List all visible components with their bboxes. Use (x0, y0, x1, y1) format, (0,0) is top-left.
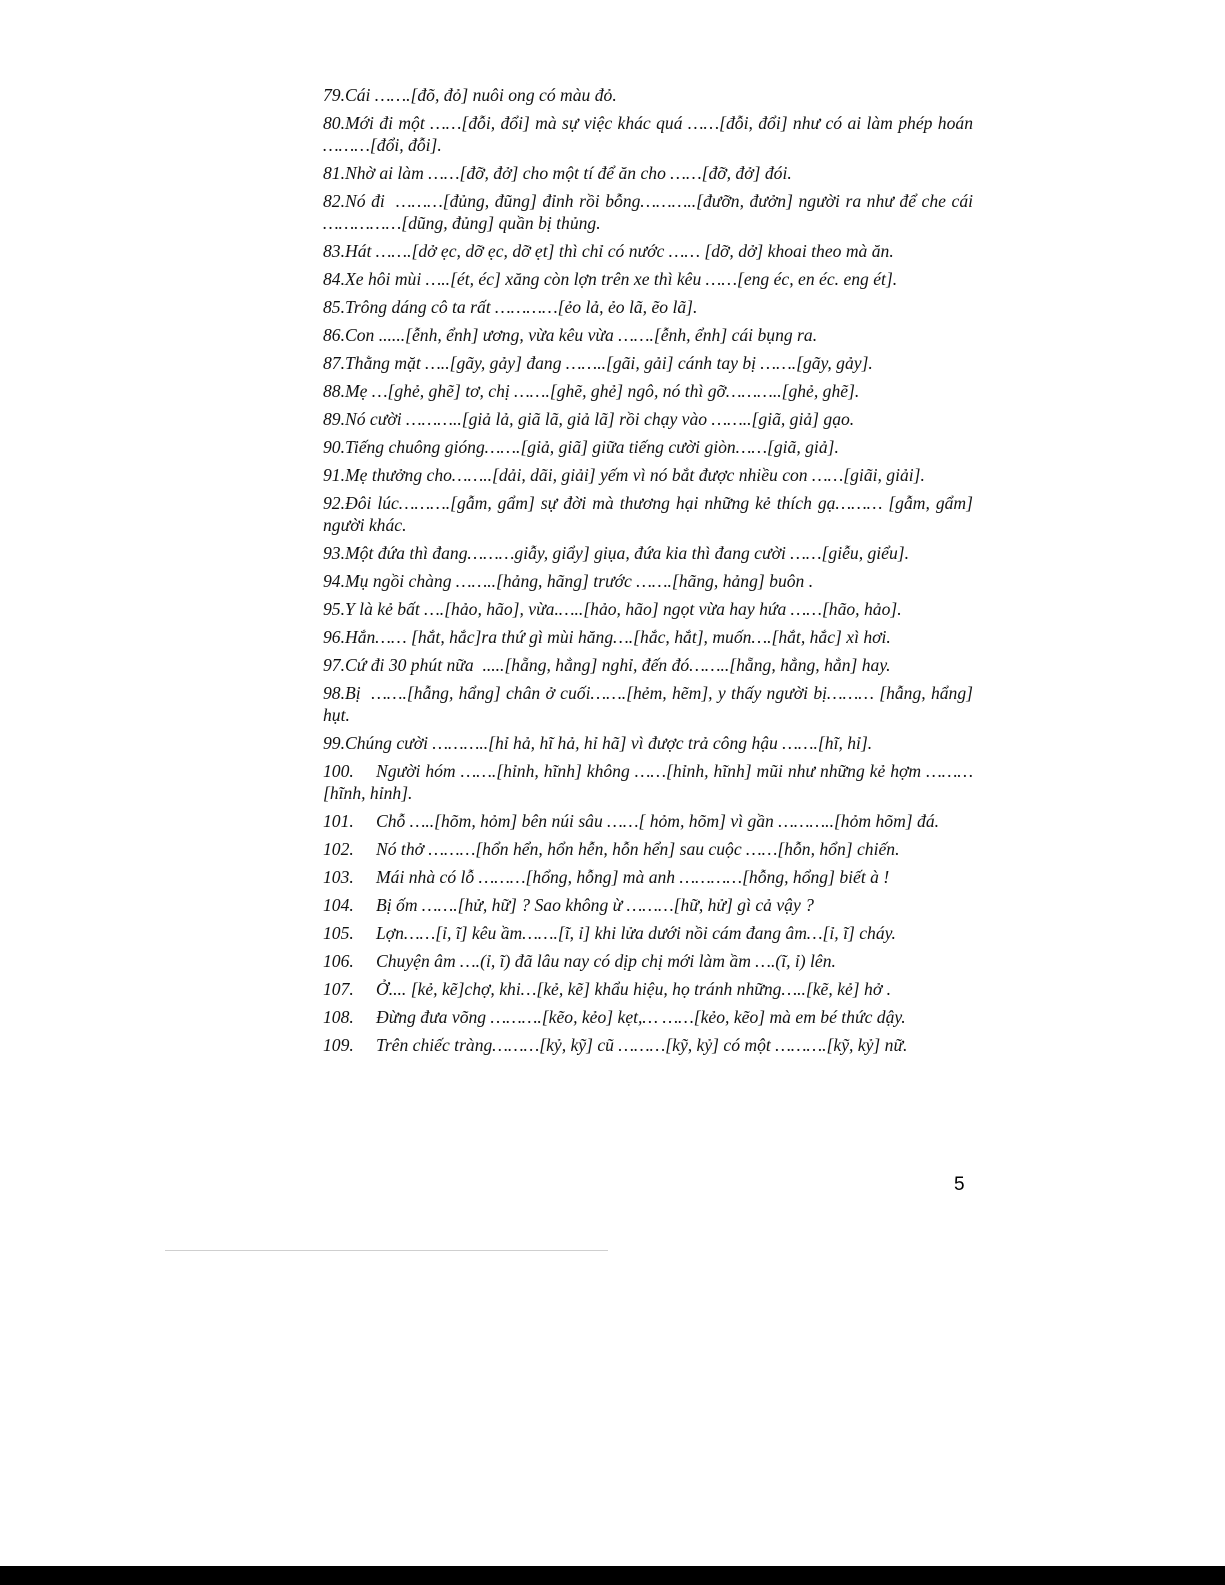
item-number: 85. (323, 297, 345, 317)
item-number: 109. (323, 1035, 354, 1055)
item-number: 96. (323, 627, 345, 647)
item-number: 90. (323, 437, 345, 457)
item-text: Mẹ thưởng cho……..[dải, dãi, giải] yếm vì nó bắt được nhiều con ……[giãi, giải]. (345, 465, 925, 485)
item-text: Chuyện âm ….(ỉ, ĩ) đã lâu nay có dịp chị mới làm ầm ….(ĩ, ỉ) lên. (376, 951, 836, 971)
item-text: Xe hôi mùi …..[ét, éc] xăng còn lợn trên xe thì kêu ……[eng éc, en éc. eng ét]. (345, 269, 898, 289)
item-text: Cái …….[đõ, đỏ] nuôi ong có màu đỏ. (345, 85, 617, 105)
item-text: Chỗ …..[hõm, hỏm] bên núi sâu ……[ hỏm, hõm] vì gần ………..[hỏm hõm] đá. (376, 811, 940, 831)
page-number: 5 (954, 1174, 965, 1195)
exercise-item (323, 894, 973, 916)
item-number: 97. (323, 655, 345, 675)
item-text: Ở.... [kẻ, kẽ]chợ, khi…[kẻ, kẽ] khẩu hiệu, họ tránh những…..[kẽ, kẻ] hở . (376, 979, 892, 999)
item-text: Mụ ngồi chàng ……..[hảng, hãng] trước …….[hãng, hảng] buôn . (345, 571, 814, 591)
item-number: 80. (323, 113, 345, 133)
item-number: 82. (323, 191, 345, 211)
footnote-separator (165, 1250, 608, 1251)
exercise-item (323, 760, 973, 804)
item-number: 93. (323, 543, 345, 563)
exercise-item (323, 240, 973, 262)
exercise-item (323, 978, 973, 1000)
item-text: Cứ đi 30 phút nữa .....[hẵng, hẳng] nghỉ, đến đó……..[hẵng, hẳng, hẳn] hay. (345, 655, 891, 675)
exercise-item (323, 380, 973, 402)
exercise-item (323, 1034, 973, 1056)
item-number: 92. (323, 493, 345, 513)
item-text: Thằng mặt …..[gãy, gảy] đang ……..[gãi, gải] cánh tay bị …….[gãy, gảy]. (345, 353, 873, 373)
exercise-list (323, 84, 978, 1062)
item-number: 95. (323, 599, 345, 619)
item-text: Đôi lúc……….[gẫm, gẩm] sự đời mà thương hại những kẻ thích gạ……… [gẫm, gẩm] người khác. (323, 493, 978, 535)
exercise-item (323, 408, 973, 430)
item-number: 81. (323, 163, 345, 183)
item-number: 83. (323, 241, 345, 261)
item-number: 98. (323, 683, 345, 703)
item-number: 86. (323, 325, 345, 345)
exercise-item (323, 654, 973, 676)
item-number: 102. (323, 839, 354, 859)
exercise-item (323, 732, 973, 754)
item-text: Trên chiếc tràng………[kỷ, kỹ] cũ ………[kỹ, kỷ] có một ……….[kỹ, kỷ] nữ. (376, 1035, 908, 1055)
item-text: Chúng cười ………..[hỉ hả, hĩ hả, hỉ hã] vì được trả công hậu …….[hĩ, hỉ]. (345, 733, 873, 753)
item-text: Lợn……[ỉ, ĩ] kêu ầm…….[ĩ, ỉ] khi lửa dưới nồi cám đang âm…[ỉ, ĩ] cháy. (376, 923, 896, 943)
item-number: 100. (323, 761, 354, 781)
item-text: Mới đi một ……[đỗi, đổi] mà sự việc khác quá ……[đỗi, đổi] như có ai làm phép hoán ………[đổi, đỗi]. (323, 113, 978, 155)
item-number: 84. (323, 269, 345, 289)
item-text: Con ......[ễnh, ểnh] ương, vừa kêu vừa …….[ễnh, ểnh] cái bụng ra. (345, 325, 818, 345)
exercise-item (323, 950, 973, 972)
exercise-item (323, 598, 973, 620)
exercise-item (323, 866, 973, 888)
exercise-item (323, 542, 973, 564)
exercise-item (323, 352, 973, 374)
page-bottom-edge (0, 1566, 1225, 1585)
item-number: 79. (323, 85, 345, 105)
item-text: Mái nhà có lỗ ………[hổng, hỗng] mà anh …………[hỗng, hổng] biết à ! (376, 867, 890, 887)
item-number: 106. (323, 951, 354, 971)
item-text: Y là kẻ bất ….[hảo, hão], vừa.…..[hảo, hão] ngọt vừa hay hứa ……[hão, hảo]. (345, 599, 902, 619)
exercise-item (323, 838, 973, 860)
item-number: 87. (323, 353, 345, 373)
exercise-item (323, 162, 973, 184)
item-number: 94. (323, 571, 345, 591)
exercise-item (323, 296, 973, 318)
item-number: 104. (323, 895, 354, 915)
exercise-item (323, 112, 978, 156)
item-text: Đừng đưa võng ……….[kẽo, kẻo] kẹt,… ……[kẻo, kẽo] mà em bé thức dậy. (376, 1007, 906, 1027)
item-text: Mẹ …[ghẻ, ghẽ] tơ, chị …….[ghẽ, ghẻ] ngô, nó thì gỡ………..[ghẻ, ghẽ]. (345, 381, 860, 401)
item-text: Bị …….[hẫng, hẩng] chân ở cuối…….[hẻm, hẽm], y thấy người bị……… [hẫng, hẩng] hụt. (323, 683, 978, 725)
exercise-item (323, 682, 978, 726)
item-number: 105. (323, 923, 354, 943)
item-number: 89. (323, 409, 345, 429)
item-text: Một đứa thì đang………giẫy, giẩy] giụa, đứa kia thì đang cười ……[giễu, giểu]. (345, 543, 910, 563)
item-text: Người hóm …….[hỉnh, hĩnh] không ……[hỉnh, hĩnh] mũi như những kẻ hợm ………[hĩnh, hỉnh]. (323, 761, 973, 803)
item-number: 91. (323, 465, 345, 485)
item-number: 99. (323, 733, 345, 753)
exercise-item (323, 464, 973, 486)
item-text: Hắn…… [hắt, hắc]ra thứ gì mùi hăng….[hắc, hắt], muốn….[hắt, hắc] xì hơi. (345, 627, 891, 647)
item-text: Nhờ ai làm ……[đỡ, đở] cho một tí để ăn cho ……[đỡ, đở] đói. (345, 163, 792, 183)
item-number: 88. (323, 381, 345, 401)
item-text: Nó cười ………..[giả lả, giã lã, giả lã] rồi chạy vào ……..[giã, giả] gạo. (345, 409, 855, 429)
exercise-item (323, 268, 973, 290)
item-text: Nó thở ………[hổn hển, hổn hễn, hỗn hển] sau cuộc ……[hỗn, hổn] chiến. (376, 839, 900, 859)
exercise-item (323, 570, 973, 592)
exercise-item (323, 84, 973, 106)
item-number: 101. (323, 811, 354, 831)
item-number: 107. (323, 979, 354, 999)
exercise-item (323, 324, 973, 346)
exercise-item (323, 190, 978, 234)
item-text: Bị ốm …….[hử, hữ] ? Sao không ừ ………[hữ, hử] gì cả vậy ? (376, 895, 814, 915)
item-text: Tiếng chuông gióng…….[giả, giã] giữa tiếng cười giòn……[giã, giả]. (345, 437, 839, 457)
item-number: 108. (323, 1007, 354, 1027)
exercise-item (323, 492, 978, 536)
item-text: Hát …….[dở ẹc, dỡ ẹc, dỡ ẹt] thì chỉ có nước …… [dỡ, dở] khoai theo mà ăn. (345, 241, 894, 261)
exercise-item (323, 922, 973, 944)
exercise-item (323, 626, 973, 648)
item-number: 103. (323, 867, 354, 887)
exercise-item (323, 436, 973, 458)
item-text: Nó đi ………[đủng, đũng] đỉnh rồi bỗng………..[đưỡn, đưởn] người ra như để che cái ……………[dũng, đủng] quần bị thủng. (323, 191, 978, 233)
exercise-item (323, 1006, 973, 1028)
item-text: Trông dáng cô ta rất …………[ẻo lả, ẻo lã, ẽo lã]. (345, 297, 698, 317)
exercise-item (323, 810, 973, 832)
